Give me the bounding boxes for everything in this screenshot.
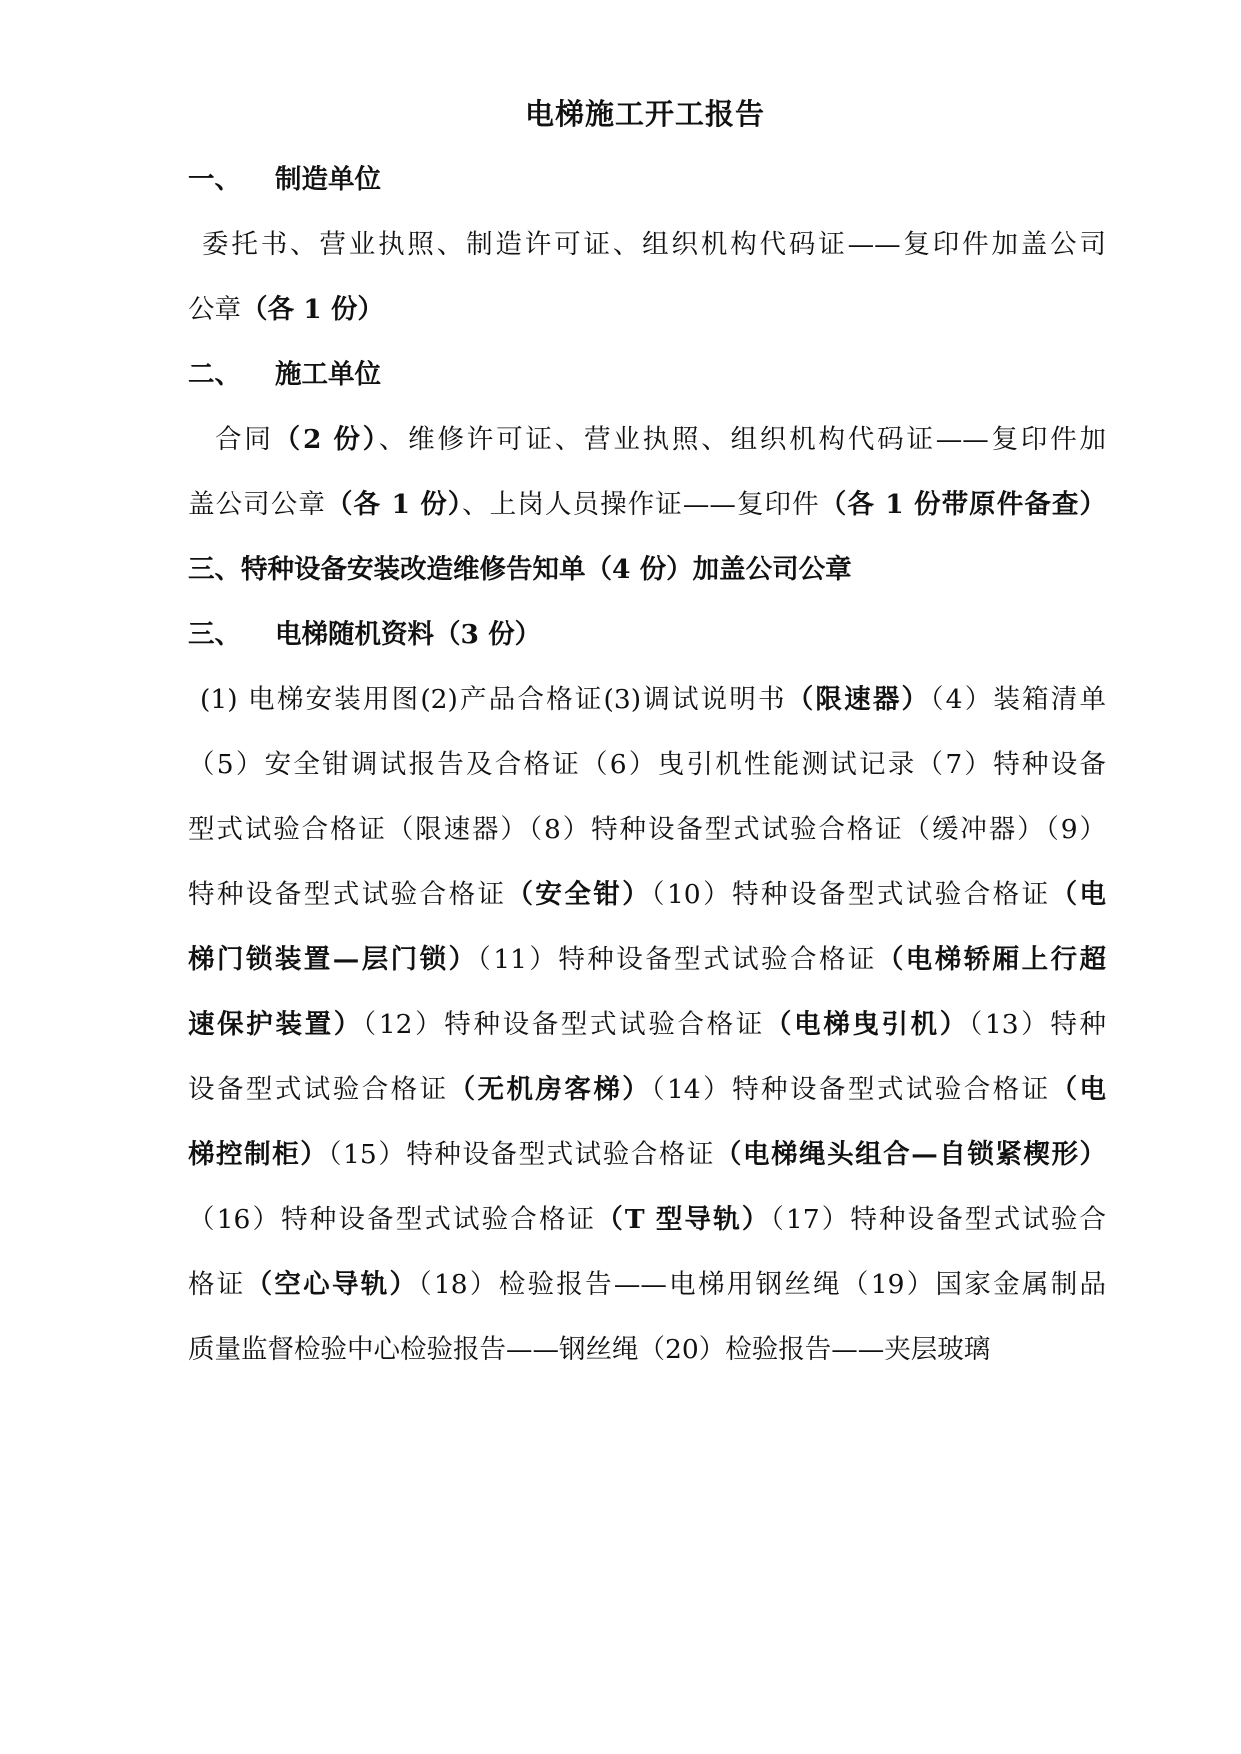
text-run: （13）特种	[968, 1009, 1106, 1040]
paragraph-line	[188, 1328, 1106, 1393]
text-run-bold: 梯门锁装置—层门锁）	[188, 944, 478, 975]
text-run-bold: 梯控制柜）	[188, 1139, 329, 1170]
text-run: 、维修许可证、营业执照、组织机构代码证——复印件加	[378, 424, 1106, 455]
section-heading-notification: 三、特种设备安装改造维修告知单（4 份）加盖公司公章	[188, 554, 852, 585]
text-run: （17）特种设备型式试验合	[770, 1204, 1106, 1235]
text-run-bold: （空心导轨）	[245, 1269, 419, 1300]
section-title: 电梯随机资料（3 份）	[275, 619, 542, 650]
paragraph-line	[188, 1133, 1106, 1198]
text-run: (1) 电梯安装用图(2)产品合格证(3)调试说明书	[200, 684, 787, 715]
text-run-bold: （电梯轿厢上行超	[876, 944, 1106, 975]
paragraph-line	[188, 678, 1106, 743]
paragraph-line	[188, 1198, 1106, 1263]
text-run: （18）检验报告——电梯用钢丝绳（19）国家金属制品	[418, 1269, 1106, 1300]
text-run: （5）安全钳调试报告及合格证（6）曳引机性能测试记录（7）特种设备	[188, 749, 1106, 780]
text-run: （4）装箱清单	[930, 684, 1106, 715]
text-run: 型式试验合格证（限速器）（8）特种设备型式试验合格证（缓冲器）（9）	[188, 814, 1106, 845]
text-run-bold: （各 1 份）	[325, 489, 463, 520]
paragraph-line	[188, 1068, 1106, 1133]
text-run: 、上岗人员操作证——复印件	[462, 489, 820, 520]
paragraph-line	[188, 418, 1106, 483]
section-title: 制造单位	[275, 164, 381, 195]
text-run: （14）特种设备型式试验合格证	[651, 1074, 1051, 1105]
paragraph-line	[188, 483, 1106, 548]
text-run-bold: （电	[1050, 1074, 1106, 1105]
text-run: 委托书、营业执照、制造许可证、组织机构代码证——复印件加盖公司	[202, 229, 1106, 260]
section-heading-manufacturer	[188, 158, 1106, 223]
text-run-bold: （电梯绳头组合—自锁紧楔形）	[714, 1139, 1106, 1170]
text-run: 设备型式试验合格证	[188, 1074, 449, 1105]
text-run: 质量监督检验中心检验报告——钢丝绳（20）检验报告——夹层玻璃	[188, 1334, 991, 1365]
section-number: 二、	[188, 359, 241, 390]
paragraph-line	[188, 223, 1106, 288]
text-run: （15）特种设备型式试验合格证	[328, 1139, 715, 1170]
text-run-bold: （安全钳）	[506, 879, 652, 910]
paragraph-line	[188, 288, 1106, 353]
section-title: 施工单位	[275, 359, 381, 390]
text-run-bold: 速保护装置）	[188, 1009, 363, 1040]
paragraph-line	[188, 808, 1106, 873]
text-run-bold: （各 1 份带原件备查）	[819, 489, 1106, 520]
paragraph-line	[188, 1003, 1106, 1068]
text-run: （10）特种设备型式试验合格证	[651, 879, 1051, 910]
text-run: （11）特种设备型式试验合格证	[477, 944, 877, 975]
text-run-bold: （电	[1050, 879, 1106, 910]
text-run: 格证	[188, 1269, 246, 1300]
paragraph-line	[188, 1263, 1106, 1328]
text-run: 公章	[188, 294, 241, 325]
text-run: 盖公司公章	[188, 489, 326, 520]
section-heading-contractor	[188, 353, 1106, 418]
text-run-bold: （2 份）	[273, 424, 379, 455]
text-run-bold: （电梯曳引机）	[764, 1009, 969, 1040]
paragraph-line	[188, 873, 1106, 938]
paragraph-line	[188, 743, 1106, 808]
text-run: 合同	[215, 424, 274, 455]
text-run-bold: （各 1 份）	[241, 294, 384, 325]
text-run: （16）特种设备型式试验合格证	[188, 1204, 597, 1235]
text-run-bold: （T 型导轨）	[596, 1204, 771, 1235]
section-heading-elevator-docs	[188, 613, 1106, 678]
section-number: 三、	[188, 619, 241, 650]
text-run-bold: （无机房客梯）	[448, 1074, 652, 1105]
text-run: 特种设备型式试验合格证	[188, 879, 507, 910]
document-title: 电梯施工开工报告	[524, 97, 765, 131]
section-number: 一、	[188, 164, 241, 195]
document-body	[188, 158, 1106, 1393]
text-run: （12）特种设备型式试验合格证	[362, 1009, 765, 1040]
paragraph-line	[188, 938, 1106, 1003]
text-run-bold: （限速器）	[786, 684, 931, 715]
